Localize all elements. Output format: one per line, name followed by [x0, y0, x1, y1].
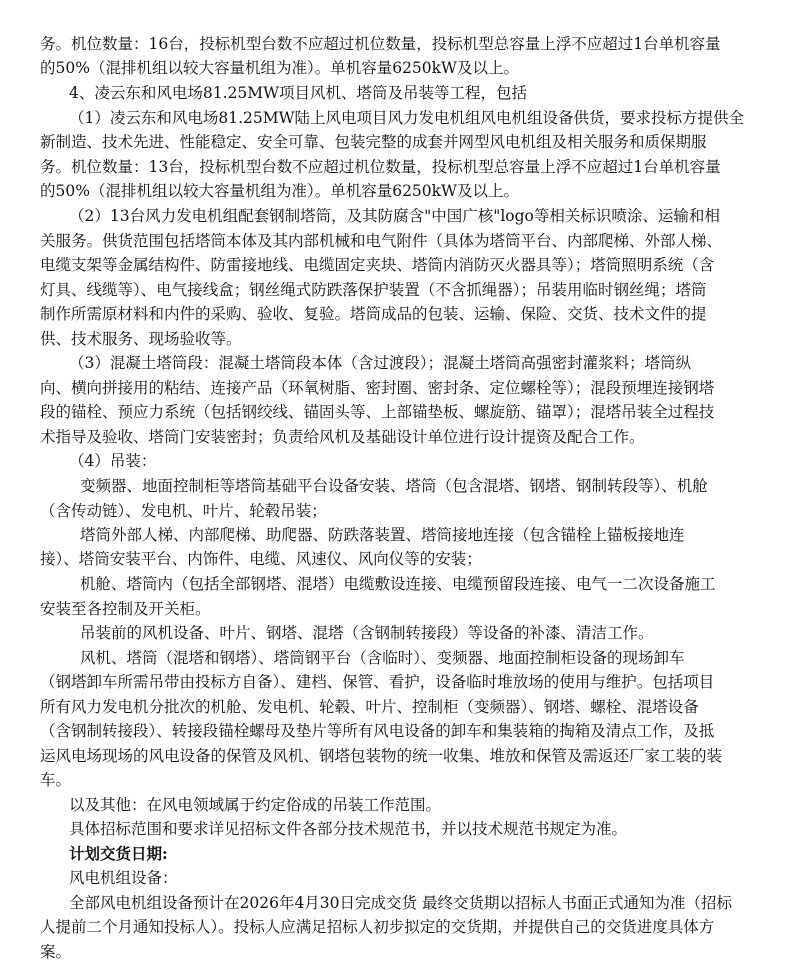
text-line: 术指导及验收、塔筒门安装密封；负责给风机及基础设计单位进行设计提资及配合工作。: [40, 428, 645, 446]
text-line: 灯具、线缆等）、电气接线盒；钢丝绳式防跌落保护装置（不含抓绳器）；吊装用临时钢丝绳；塔筒: [40, 281, 707, 299]
text-line: 制作所需原材料和内件的采购、验收、复验。塔筒成品的包装、运输、保险、交货、技术文件的提: [40, 305, 707, 323]
text-line: 电缆支架等金属结构件、防雷接地线、电缆固定夹块、塔筒内消防灭火器具等）；塔筒照明系统（含: [40, 256, 715, 274]
text-line: 以及其他：在风电领域属于约定俗成的吊装工作范围。: [69, 796, 442, 814]
text-line: 运风电场现场的风电设备的保管及风机、钢塔包装物的统一收集、堆放和保管及需返还厂家工装的装: [40, 747, 723, 765]
text-line: 风电机组设备：: [69, 869, 178, 887]
text-line: 向、横向拼接用的粘结、连接产品（环氧树脂、密封圈、密封条、定位螺栓等）；混段预埋连接钢塔: [40, 379, 715, 397]
text-line: 具体招标范围和要求详见招标文件各部分技术规范书，并以技术规范书规定为准。: [69, 820, 628, 838]
text-line: （含钢制转接段）、转接段锚栓螺母及垫片等所有风电设备的卸车和集装箱的掏箱及清点工作，及抵: [40, 722, 715, 740]
text-line: 的50%（混排机组以较大容量机组为准）。单机容量6250kW及以上。: [40, 182, 519, 200]
text-line: （钢塔卸车所需吊带由投标方自备）、建档、保管、看护，设备临时堆放场的使用与维护。包括项目: [40, 673, 715, 691]
text-line: 关服务。供货范围包括塔筒本体及其内部机械和电气附件（具体为塔筒平台、内部爬梯、外部人梯、: [40, 232, 723, 250]
text-line: 全部风电机组设备预计在2026年4月30日完成交货 最终交货期以招标人书面正式通知为准（招标: [69, 894, 732, 912]
text-line: 安装至各控制及开关柜。: [40, 600, 211, 618]
text-line: 吊装前的风机设备、叶片、钢塔、混塔（含钢制转接段）等设备的补漆、清洁工作。: [80, 624, 654, 642]
text-line: 案。: [40, 943, 72, 961]
text-line: 车。: [40, 771, 72, 789]
text-line: 所有风力发电机分批次的机舱、发电机、轮毂、叶片、控制柜（变频器）、钢塔、螺栓、混塔设备: [40, 698, 699, 716]
text-line: 机舱、塔筒内（包括全部钢塔、混塔）电缆敷设连接、电缆预留段连接、电气一二次设备施工: [80, 575, 716, 593]
text-line: 务。机位数量：16台，投标机型台数不应超过机位数量，投标机型总容量上浮不应超过1台单机容量: [40, 35, 721, 53]
text-line: 的50%（混排机组以较大容量机组为准）。单机容量6250kW及以上。: [40, 59, 519, 77]
text-line: （1）凌云东和风电场81.25MW陆上风电项目风力发电机组风电机组设备供货，要求投标方提供全: [69, 109, 745, 127]
text-line: 人提前二个月通知投标人）。投标人应满足招标人初步拟定的交货期，并提供自己的交货进度具体方: [40, 918, 715, 936]
text-line: 新制造、技术先进、性能稳定、安全可靠、包装完整的成套并网型风电机组及相关服务和质保期服: [40, 133, 707, 151]
text-line: 塔筒外部人梯、内部爬梯、助爬器、防跌落装置、塔筒接地连接（包含锚栓上锚板接地连: [80, 526, 685, 544]
text-line: 变频器、地面控制柜等塔筒基础平台设备安装、塔筒（包含混塔、钢塔、钢制转段等）、机舱: [80, 477, 708, 495]
text-line: 务。机位数量：13台，投标机型台数不应超过机位数量，投标机型总容量上浮不应超过1台单机容量: [40, 158, 721, 176]
text-line: 4、凌云东和风电场81.25MW项目风机、塔筒及吊装等工程，包括: [69, 84, 528, 102]
text-line: （2）13台风力发电机组配套钢制塔筒，及其防腐含"中国广核"logo等相关标识喷涂、运输和相: [69, 207, 720, 225]
text-line: （4）吊装：: [69, 452, 157, 470]
text-line: （含传动链）、发电机、叶片、轮毂吊装；: [40, 502, 327, 520]
section-heading: 计划交货日期:: [69, 844, 168, 863]
text-line: 风机、塔筒（混塔和钢塔）、塔筒钢平台（含临时）、变频器、地面控制柜设备的现场卸车: [80, 649, 685, 667]
text-line: 接）、塔筒安装平台、内饰件、电缆、风速仪、风向仪等的安装；: [40, 550, 482, 568]
text-line: 段的锚栓、预应力系统（包括钢绞线、锚固头等、上部锚垫板、螺旋筋、锚罩）；混塔吊装全过程技: [40, 403, 715, 421]
text-line: 供、技术服务、现场验收等。: [40, 330, 242, 348]
text-line: （3）混凝土塔筒段：混凝土塔筒段本体（含过渡段）；混凝土塔筒高强密封灌浆料；塔筒纵: [69, 354, 692, 372]
